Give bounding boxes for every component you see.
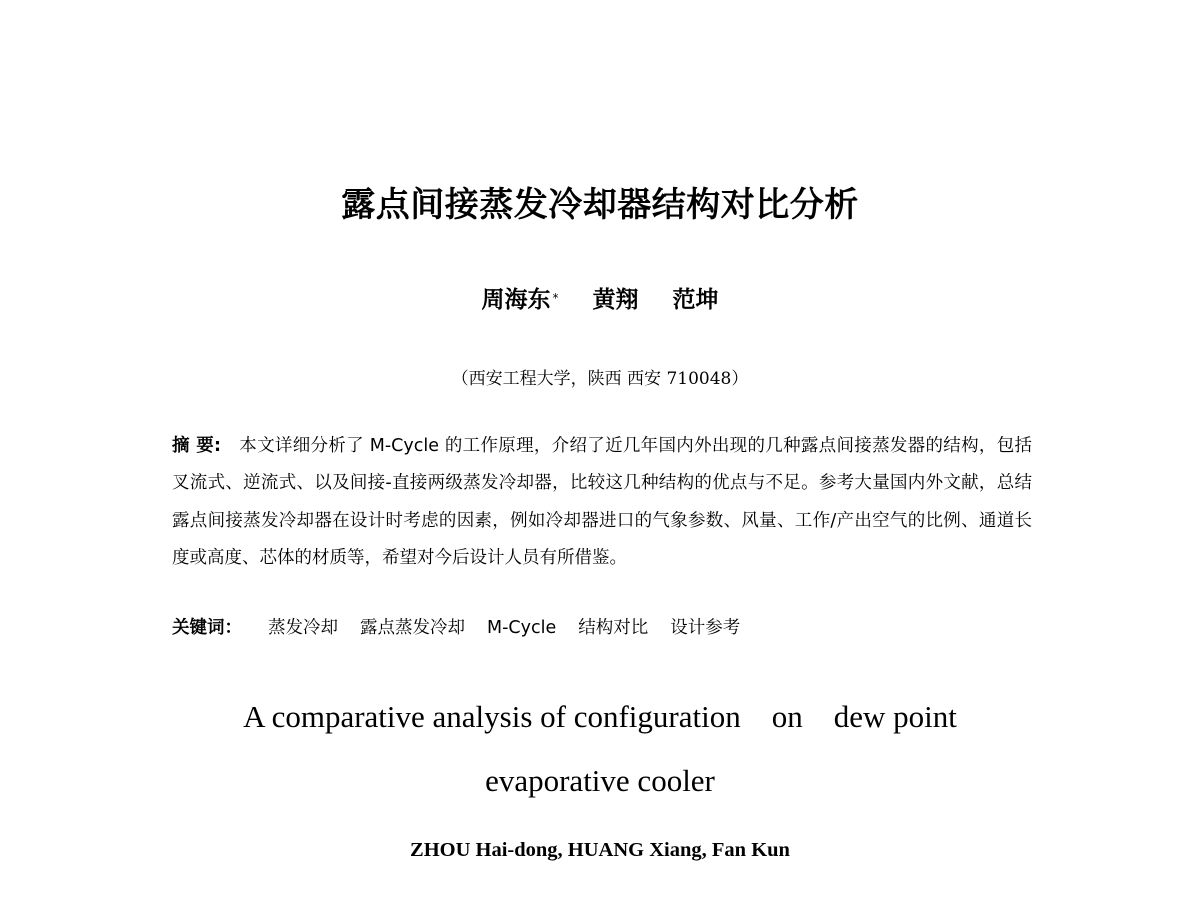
author-name: 黄翔 [592,287,639,313]
author-1 [481,283,558,317]
abstract-label: 摘 要: [172,436,221,456]
corresponding-author-mark: * [552,291,559,305]
author-name: 周海东 [481,287,551,313]
abstract-text: 本文详细分析了 M-Cycle 的工作原理，介绍了近几年国内外出现的几种露点间接蒸发器的结构，包括叉流式、逆流式、以及间接-直接两级蒸发冷却器，比较这几种结构的优点与不足。参考大量国内外文献，总结露点间接蒸发冷却器在设计时考虑的因素，例如冷却器进口的气象参数、风量、工作/产出空气的比例、通道长度或高度、芯体的材质等，希望对今后设计人员有所借鉴。 [172,436,1032,568]
chinese-title: 露点间接蒸发冷却器结构对比分析 [341,185,859,225]
english-title [0,685,1200,813]
english-authors: ZHOU Hai-dong, HUANG Xiang, Fan Kun [410,839,790,861]
english-title-line-2: evaporative cooler [485,763,715,798]
keywords-label: 关键词： [172,618,242,638]
author-name: 范坤 [672,287,719,313]
keyword: 露点蒸发冷却 [360,618,465,638]
english-title-line-1: A comparative analysis of configuration on dew point [243,699,957,734]
keywords [172,610,1032,646]
keyword: 设计参考 [670,618,741,638]
chinese-affiliation: （西安工程大学，陕西 西安 710048） [451,369,749,389]
abstract [172,428,1032,577]
chinese-authors [0,283,1200,317]
keyword: M-Cycle [487,618,557,638]
keyword: 蒸发冷却 [268,618,338,638]
keyword: 结构对比 [578,618,649,638]
author-3 [673,283,719,317]
author-2 [593,283,639,317]
